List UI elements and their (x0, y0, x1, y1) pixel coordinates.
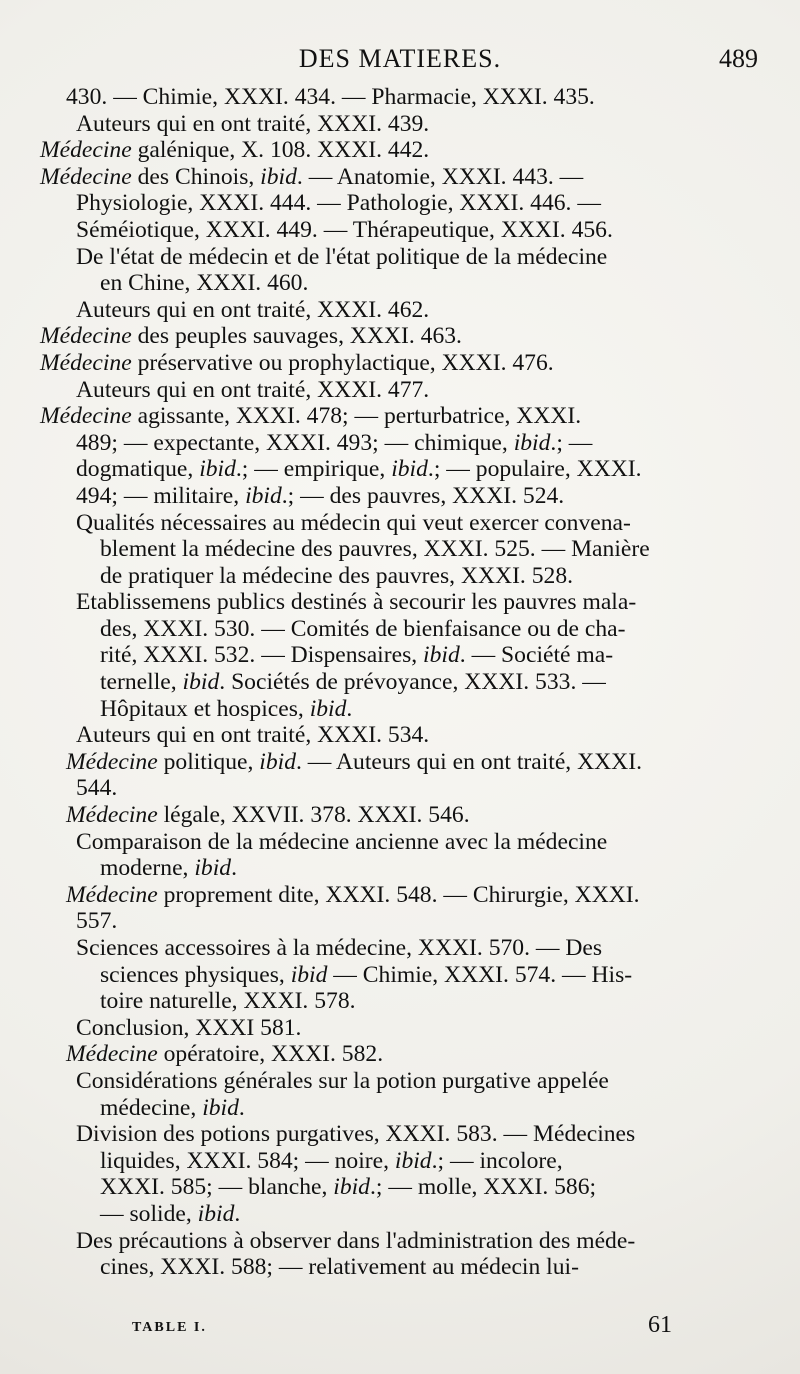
index-line: Médecine des Chinois, ibid. — Anatomie, XXXI. 443. — (40, 163, 584, 190)
index-line: blement la médecine des pauvres, XXXI. 525. — Manière (100, 536, 650, 563)
index-line: Médecine politique, ibid. — Auteurs qui en ont traité, XXXI. (66, 748, 642, 775)
index-line: Conclusion, XXXI 581. (76, 1014, 302, 1041)
index-line: Médecine opératoire, XXXI. 582. (66, 1041, 384, 1068)
index-line: moderne, ibid. (100, 855, 237, 882)
index-line: Etablissemens publics destinés à secourir les pauvres mala- (76, 589, 637, 616)
index-line: De l'état de médecin et de l'état politique de la médecine (76, 243, 608, 270)
signature-mark: TABLE I. (132, 1320, 207, 1335)
index-line: des, XXXI. 530. — Comités de bienfaisance ou de cha- (100, 615, 626, 642)
page-footer (0, 1312, 800, 1352)
index-line: — solide, ibid. (100, 1200, 241, 1227)
index-line: Séméiotique, XXXI. 449. — Thérapeutique, XXXI. 456. (76, 216, 613, 243)
running-title: DES MATIERES. (298, 44, 502, 73)
index-line: Auteurs qui en ont traité, XXXI. 439. (76, 110, 430, 137)
page-header (40, 44, 760, 84)
index-line: Physiologie, XXXI. 444. — Pathologie, XXXI. 446. — (76, 190, 601, 217)
index-line: Auteurs qui en ont traité, XXXI. 477. (76, 376, 430, 403)
index-line: Hôpitaux et hospices, ibid. (100, 695, 353, 722)
index-line: Des précautions à observer dans l'administration des méde- (76, 1227, 636, 1254)
index-line: Auteurs qui en ont traité, XXXI. 534. (76, 722, 430, 749)
index-line: médecine, ibid. (100, 1094, 245, 1121)
index-entries (40, 84, 760, 1281)
index-line: Qualités nécessaires au médecin qui veut exercer convena- (76, 509, 631, 536)
index-line: en Chine, XXXI. 460. (100, 270, 309, 297)
index-line: rité, XXXI. 532. — Dispensaires, ibid. — Société ma- (100, 642, 614, 669)
index-line: liquides, XXXI. 584; — noire, ibid.; — incolore, (100, 1147, 563, 1174)
index-line: Médecine légale, XXVII. 378. XXXI. 546. (66, 802, 470, 829)
index-line: Considérations générales sur la potion purgative appelée (76, 1067, 609, 1094)
index-line: Division des potions purgatives, XXXI. 583. — Médecines (76, 1121, 636, 1148)
index-line: 494; — militaire, ibid.; — des pauvres, XXXI. 524. (76, 482, 565, 509)
index-line: 430. — Chimie, XXXI. 434. — Pharmacie, XXXI. 435. (66, 84, 595, 110)
index-line: Médecine proprement dite, XXXI. 548. — Chirurgie, XXXI. (66, 881, 640, 908)
index-line: XXXI. 585; — blanche, ibid.; — molle, XXXI. 586; (100, 1174, 597, 1201)
index-line: Comparaison de la médecine ancienne avec la médecine (76, 828, 608, 855)
index-line: Médecine des peuples sauvages, XXXI. 463. (40, 323, 462, 350)
index-line: ternelle, ibid. Sociétés de prévoyance, XXXI. 533. — (100, 669, 606, 696)
index-line: de pratiquer la médecine des pauvres, XXXI. 528. (100, 562, 574, 589)
folio-number: 61 (648, 1312, 672, 1338)
index-line: sciences physiques, ibid — Chimie, XXXI. 574. — His- (100, 961, 633, 988)
index-line: dogmatique, ibid.; — empirique, ibid.; — populaire, XXXI. (76, 456, 642, 483)
index-line: Médecine préservative ou prophylactique, XXXI. 476. (40, 349, 554, 376)
index-line: Médecine agissante, XXXI. 478; — perturbatrice, XXXI. (40, 403, 582, 430)
index-line: Sciences accessoires à la médecine, XXXI. 570. — Des (76, 935, 603, 961)
index-line: 557. (76, 908, 118, 935)
index-line: Médecine galénique, X. 108. XXXI. 442. (40, 137, 430, 164)
index-line: cines, XXXI. 588; — relativement au médecin lui- (100, 1254, 579, 1281)
index-line: toire naturelle, XXXI. 578. (100, 988, 356, 1015)
index-line: 544. (76, 775, 118, 802)
page-number: 489 (719, 44, 758, 73)
index-line: 489; — expectante, XXXI. 493; — chimique, ibid.; — (76, 429, 593, 456)
index-line: Auteurs qui en ont traité, XXXI. 462. (76, 296, 430, 323)
